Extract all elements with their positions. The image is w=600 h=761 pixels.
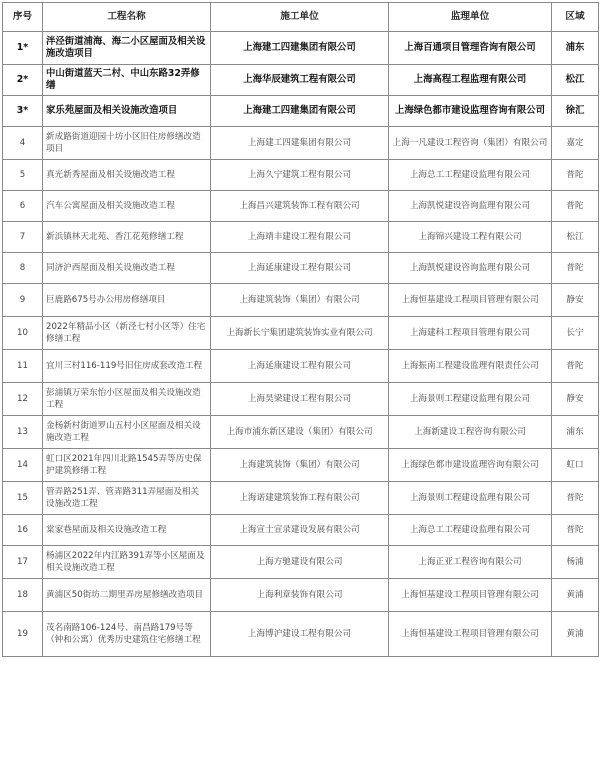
row-number: 14 [3,449,43,482]
row-number: 18 [3,579,43,612]
area-name: 静安 [552,383,599,416]
builder-name: 上海昌兴建筑装饰工程有限公司 [211,191,389,222]
area-name: 杨浦 [552,546,599,579]
supervisor-name: 上海建科工程项目管理有限公司 [389,317,552,350]
table-row [3,383,599,416]
area-name: 黄浦 [552,579,599,612]
header-builder: 施工单位 [211,3,389,32]
table-row [3,284,599,317]
area-name: 嘉定 [552,127,599,160]
row-number: 16 [3,515,43,546]
supervisor-name: 上海高程工程监理有限公司 [389,65,552,96]
project-name: 同济沪西屋面及相关设施改造工程 [43,253,211,284]
row-number: 7 [3,222,43,253]
row-number: 6 [3,191,43,222]
builder-name: 上海建工四建集团有限公司 [211,32,389,65]
supervisor-name: 上海绿色都市建设监理咨询有限公司 [389,449,552,482]
area-name: 普陀 [552,350,599,383]
project-name: 金杨新村街道罗山五村小区屋面及相关设施改造工程 [43,416,211,449]
supervisor-name: 上海绿色都市建设监理咨询有限公司 [389,96,552,127]
area-name: 静安 [552,284,599,317]
supervisor-name: 上海凯悦建设咨询监理有限公司 [389,253,552,284]
row-number: 3* [3,96,43,127]
header-no: 序号 [3,3,43,32]
supervisor-name: 上海百通项目管理咨询有限公司 [389,32,552,65]
area-name: 松江 [552,65,599,96]
project-name: 彭浦镇万荣东怡小区屋面及相关设施改造工程 [43,383,211,416]
header-area: 区域 [552,3,599,32]
project-name: 家乐苑屋面及相关设施改造项目 [43,96,211,127]
area-name: 松江 [552,222,599,253]
row-number: 19 [3,612,43,657]
area-name: 浦东 [552,416,599,449]
builder-name: 上海市浦东新区建设（集团）有限公司 [211,416,389,449]
project-name: 泮泾街道浦海、海二小区屋面及相关设施改造项目 [43,32,211,65]
builder-name: 上海诺建建筑装饰工程有限公司 [211,482,389,515]
builder-name: 上海方驰建设有限公司 [211,546,389,579]
table-row [3,612,599,657]
table-row [3,482,599,515]
builder-name: 上海利章装饰有限公司 [211,579,389,612]
builder-name: 上海昊梁建设工程有限公司 [211,383,389,416]
row-number: 11 [3,350,43,383]
table-row [3,65,599,96]
project-name: 虹口区2021年四川北路1545弄等历史保护建筑修缮工程 [43,449,211,482]
header-project-name: 工程名称 [43,3,211,32]
area-name: 浦东 [552,32,599,65]
supervisor-name: 上海总工工程建设监理有限公司 [389,515,552,546]
supervisor-name: 上海景则工程建设监理有限公司 [389,482,552,515]
builder-name: 上海建筑装饰（集团）有限公司 [211,284,389,317]
table-row [3,416,599,449]
supervisor-name: 上海恒基建设工程项目管理有限公司 [389,284,552,317]
row-number: 17 [3,546,43,579]
builder-name: 上海靖丰建设工程有限公司 [211,222,389,253]
builder-name: 上海久宁建筑工程有限公司 [211,160,389,191]
table-header-row [3,3,599,32]
row-number: 2* [3,65,43,96]
area-name: 普陀 [552,253,599,284]
project-name: 宜川三村116-119号旧住房成套改造工程 [43,350,211,383]
table-row [3,160,599,191]
project-name: 黄浦区50街坊二期里弄房屋修缮改造项目 [43,579,211,612]
area-name: 长宁 [552,317,599,350]
row-number: 1* [3,32,43,65]
project-name: 汽车公寓屋面及相关设施改造工程 [43,191,211,222]
builder-name: 上海建筑装饰（集团）有限公司 [211,449,389,482]
supervisor-name: 上海锦兴建设工程有限公司 [389,222,552,253]
area-name: 虹口 [552,449,599,482]
row-number: 8 [3,253,43,284]
row-number: 9 [3,284,43,317]
table-row [3,127,599,160]
area-name: 普陀 [552,191,599,222]
project-name: 新成路街道迎园十坊小区旧住房修缮改造项目 [43,127,211,160]
table-row [3,579,599,612]
area-name: 普陀 [552,160,599,191]
table-row [3,253,599,284]
builder-name: 上海建工四建集团有限公司 [211,96,389,127]
area-name: 徐汇 [552,96,599,127]
builder-name: 上海延康建设工程有限公司 [211,253,389,284]
supervisor-name: 上海景则工程建设监理有限公司 [389,383,552,416]
table-row [3,222,599,253]
supervisor-name: 上海恒基建设工程项目管理有限公司 [389,579,552,612]
project-name: 中山街道蓝天二村、中山东路32弄修缮 [43,65,211,96]
project-table [2,2,599,657]
project-name: 巨鹿路675号办公用房修缮项目 [43,284,211,317]
builder-name: 上海宣士宣录建设发展有限公司 [211,515,389,546]
project-name: 新浜镇林天北苑、香江花苑修缮工程 [43,222,211,253]
table-row [3,96,599,127]
supervisor-name: 上海新建设工程咨询有限公司 [389,416,552,449]
table-row [3,449,599,482]
row-number: 10 [3,317,43,350]
project-name: 杨浦区2022年内江路391弄等小区屋面及相关设施改造工程 [43,546,211,579]
row-number: 13 [3,416,43,449]
project-name: 2022年精品小区（新泾七村小区等）住宅修缮工程 [43,317,211,350]
project-table-container [2,2,598,657]
builder-name: 上海延康建设工程有限公司 [211,350,389,383]
area-name: 普陀 [552,482,599,515]
row-number: 4 [3,127,43,160]
table-row [3,546,599,579]
builder-name: 上海华辰建筑工程有限公司 [211,65,389,96]
row-number: 5 [3,160,43,191]
project-name: 茂名南路106-124号、南昌路179号等（钟和公寓）优秀历史建筑住宅修缮工程 [43,612,211,657]
supervisor-name: 上海一凡建设工程咨询（集团）有限公司 [389,127,552,160]
area-name: 黄浦 [552,612,599,657]
builder-name: 上海新长宁集团建筑装饰实业有限公司 [211,317,389,350]
row-number: 15 [3,482,43,515]
header-supervisor: 监理单位 [389,3,552,32]
project-name: 真光新秀屋面及相关设施改造工程 [43,160,211,191]
table-body [3,32,599,657]
table-row [3,317,599,350]
area-name: 普陀 [552,515,599,546]
supervisor-name: 上海正亚工程咨询有限公司 [389,546,552,579]
supervisor-name: 上海凯悦建设咨询监理有限公司 [389,191,552,222]
table-row [3,350,599,383]
builder-name: 上海建工四建集团有限公司 [211,127,389,160]
table-row [3,191,599,222]
supervisor-name: 上海总工工程建设监理有限公司 [389,160,552,191]
table-row [3,32,599,65]
supervisor-name: 上海振南工程建设监理有限责任公司 [389,350,552,383]
project-name: 棠家巷屋面及相关设施改造工程 [43,515,211,546]
project-name: 管弄路251弄、管弄路311弄屋面及相关设施改造工程 [43,482,211,515]
table-row [3,515,599,546]
builder-name: 上海博沪建设工程有限公司 [211,612,389,657]
row-number: 12 [3,383,43,416]
supervisor-name: 上海恒基建设工程项目管理有限公司 [389,612,552,657]
